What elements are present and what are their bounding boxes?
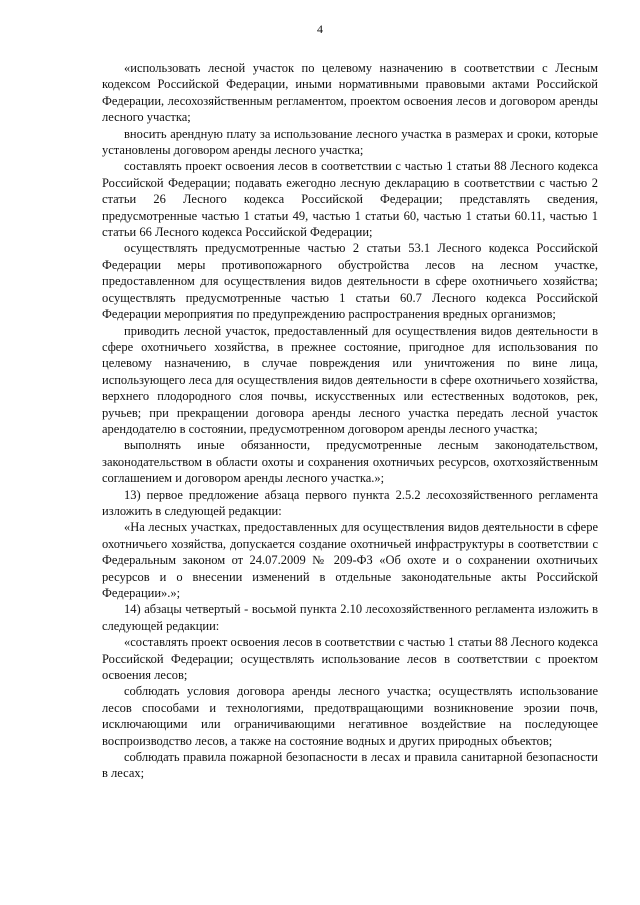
- paragraph: осуществлять предусмотренные частью 2 статьи 53.1 Лесного кодекса Российской Федерации меры противопожарного обустройства лесов на лесном участке, предоставленном для осуществления видов деятельности в сфере охотничьего хозяйства; осуществлять предусмотренные частью 1 статьи 60.7 Лесного кодекса Российской Федерации мероприятия по предупреждению распространения вредных организмов;: [102, 241, 598, 322]
- paragraph: «составлять проект освоения лесов в соответствии с частью 1 статьи 88 Лесного кодекса Российской Федерации; осуществлять использование лесов в соответствии с проектом освоения лесов;: [102, 635, 598, 683]
- paragraph: соблюдать условия договора аренды лесного участка; осуществлять использование лесов способами и технологиями, предотвращающими возникновение эрозии почв, исключающими или ограничивающими негативное воздействие на последующее воспроизводство лесов, а также на состояние водных и других природных объектов;: [102, 684, 598, 748]
- paragraph: «На лесных участках, предоставленных для осуществления видов деятельности в сфере охотничьего хозяйства, допускается создание охотничьей инфраструктуры в соответствии с Федеральным законом от 24.07.2009 № 209-ФЗ «Об охоте и о сохранении охотничьих ресурсов и о внесении изменений в отдельные законодательные акты Российской Федерации».»;: [102, 520, 598, 600]
- paragraph: 13) первое предложение абзаца первого пункта 2.5.2 лесохозяйственного регламента изложить в следующей редакции:: [102, 487, 598, 518]
- paragraph: составлять проект освоения лесов в соответствии с частью 1 статьи 88 Лесного кодекса Российской Федерации; подавать ежегодно лесную декларацию в соответствии с частью 2 статьи 26 Лесного кодекса Российской Федерации; представлять сведения, предусмотренные частью 1 статьи 49, частью 1 статьи 60, частью 1 статьи 60.11, частью 1 статьи 66 Лесного кодекса Российской Федерации;: [102, 159, 598, 240]
- paragraph: «использовать лесной участок по целевому назначению в соответствии с Лесным кодексом Российской Федерации, иными нормативными правовыми актами Российской Федерации, лесохозяйственным регламентом, проектом освоения лесов и договором аренды лесного участка;: [102, 61, 598, 125]
- paragraph: вносить арендную плату за использование лесного участка в размерах и сроки, которые установлены договором аренды лесного участка;: [102, 126, 598, 158]
- paragraph: соблюдать правила пожарной безопасности в лесах и правила санитарной безопасности в лесах;: [102, 750, 598, 781]
- page-number: 4: [317, 22, 323, 36]
- paragraph: 14) абзацы четвертый - восьмой пункта 2.10 лесохозяйственного регламента изложить в следующей редакции:: [102, 602, 598, 633]
- paragraph: приводить лесной участок, предоставленный для осуществления видов деятельности в сфере охотничьего хозяйства, в прежнее состояние, пригодное для использования по целевому назначению, в случае повреждения или уничтожения по вине лица, использующего леса для осуществления видов деятельности в сфере охотничьего хозяйства, верхнего плодородного слоя почвы, искусственных или естественных водотоков, рек, ручьев; при прекращении договора аренды лесного участка передать лесной участок арендодателю в состоянии, предусмотренном договором аренды лесного участка;: [102, 323, 598, 436]
- document-body: [102, 60, 598, 782]
- paragraph: выполнять иные обязанности, предусмотренные лесным законодательством, законодательством в области охоты и сохранения охотничьих ресурсов, охотхозяйственным соглашением и договором аренды лесного участка.»;: [102, 438, 598, 486]
